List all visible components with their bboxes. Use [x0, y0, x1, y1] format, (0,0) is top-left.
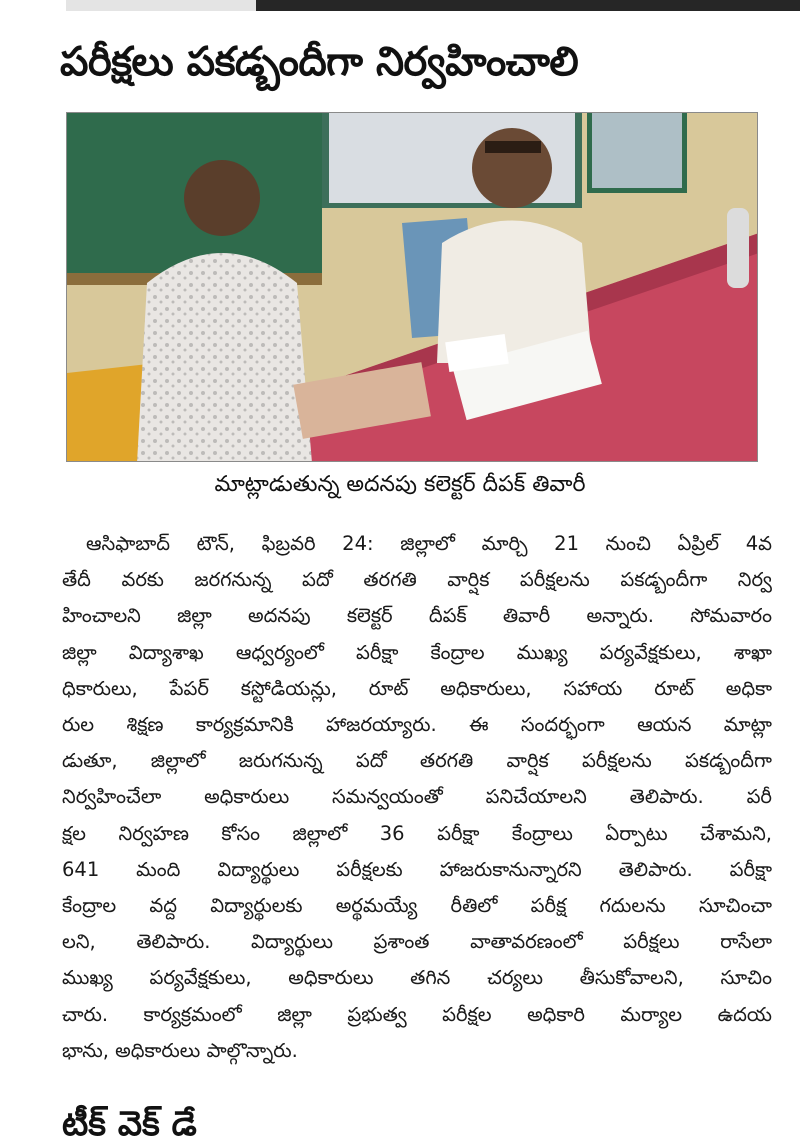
article-line: తేదీ వరకు జరగనున్న పదో తరగతి వార్షిక పరీక్షలను పకడ్బందీగా నిర్వ — [62, 568, 772, 592]
article-line: లని, తెలిపారు. విద్యార్థులు ప్రశాంత వాతావరణంలో పరీక్షలు రాసేలా — [62, 930, 772, 954]
headline: పరీక్షలు పకడ్బందీగా నిర్వహించాలి — [60, 39, 579, 85]
article-line: రుల శిక్షణ కార్యక్రమానికి హాజరయ్యారు. ఈ సందర్భంగా ఆయన మాట్లా — [62, 713, 772, 737]
article-line: ముఖ్య పర్యవేక్షకులు, అధికారులు తగిన చర్యలు తీసుకోవాలని, సూచిం — [62, 966, 772, 990]
article-line: డుతూ, జిల్లాలో జరుగనున్న పదో తరగతి వార్షిక పరీక్షలను పకడ్బందీగా — [62, 749, 772, 773]
top-rule-dark — [256, 0, 800, 11]
article-line: జిల్లా విద్యాశాఖ ఆధ్వర్యంలో పరీక్షా కేంద్రాల ముఖ్య పర్యవేక్షకులు, శాఖా — [62, 640, 772, 664]
article-line: కేంద్రాల వద్ద విద్యార్థులకు అర్థమయ్యే రీతిలో పరీక్ష గదులను సూచించా — [62, 894, 772, 918]
article-line: చారు. కార్యక్రమంలో జిల్లా ప్రభుత్వ పరీక్షల అధికారి మర్యాల ఉదయ — [62, 1002, 772, 1026]
article-line: క్షల నిర్వహణ కోసం జిల్లాలో 36 పరీక్షా కేంద్రాలు ఏర్పాటు చేశామని, — [62, 821, 772, 845]
photo-caption: మాట్లాడుతున్న అదనపు కలెక్టర్ దీపక్ తివారీ — [214, 472, 586, 497]
next-article-heading: టీక్ వెక్ డే — [62, 1104, 197, 1144]
news-photo — [66, 112, 758, 462]
article-line: 641 మంది విద్యార్థులు పరీక్షలకు హాజరుకానున్నారని తెలిపారు. పరీక్షా — [62, 857, 772, 881]
article-body — [62, 526, 772, 1069]
article-line: ఆసిఫాబాద్ టౌన్, ఫిబ్రవరి 24: జిల్లాలో మార్చి 21 నుంచి ఏప్రిల్ 4వ — [86, 532, 772, 555]
article-line: ధికారులు, పేపర్ కస్టోడియన్లు, రూట్ అధికారులు, సహాయ రూట్ అధికా — [62, 676, 772, 700]
article-line: భాను, అధికారులు పాల్గొన్నారు. — [62, 1038, 298, 1062]
article-line: నిర్వహించేలా అధికారులు సమన్వయంతో పనిచేయాలని తెలిపారు. పరీ — [62, 785, 772, 809]
article-line: హించాలని జిల్లా అదనపు కలెక్టర్ దీపక్ తివారీ అన్నారు. సోమవారం — [62, 604, 772, 628]
